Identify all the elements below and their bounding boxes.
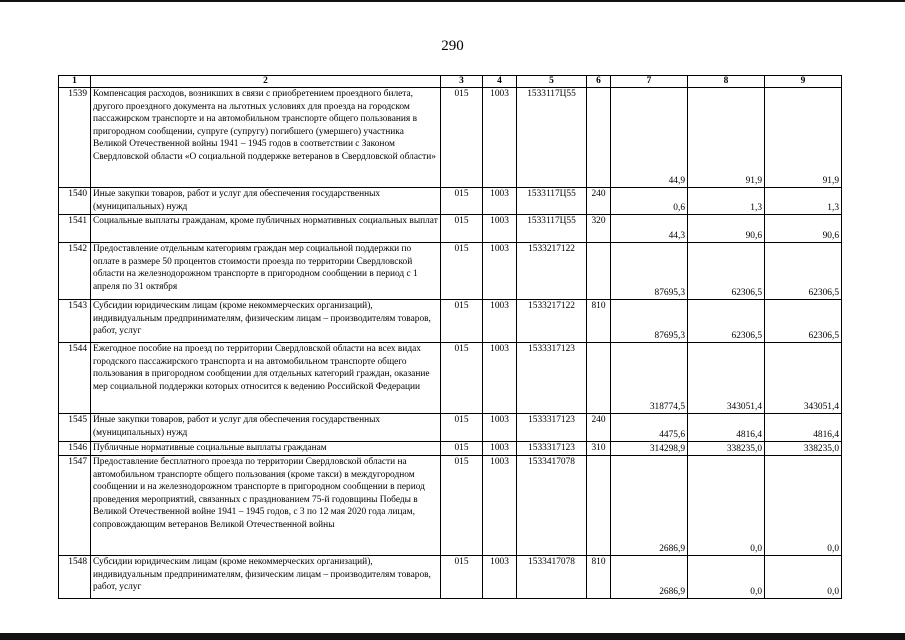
row-description: Иные закупки товаров, работ и услуг для обеспечения государственных (муниципальных) нужд xyxy=(91,414,441,442)
ministry-code: 015 xyxy=(441,88,483,188)
col-header: 9 xyxy=(765,76,842,88)
expense-type-code: 810 xyxy=(587,556,611,599)
row-description: Социальные выплаты гражданам, кроме публичных нормативных социальных выплат xyxy=(91,215,441,243)
col-header: 2 xyxy=(91,76,441,88)
target-code: 1533417078 xyxy=(517,556,587,599)
table-row xyxy=(59,300,842,343)
amount-col-7: 87695,3 xyxy=(611,243,688,300)
ministry-code: 015 xyxy=(441,456,483,556)
col-header: 8 xyxy=(688,76,765,88)
amount-col-8: 90,6 xyxy=(688,215,765,243)
target-code: 1533317123 xyxy=(517,442,587,456)
target-code: 1533317123 xyxy=(517,343,587,414)
amount-col-9: 62306,5 xyxy=(765,243,842,300)
col-header: 3 xyxy=(441,76,483,88)
section-code: 1003 xyxy=(483,556,517,599)
table-row xyxy=(59,343,842,414)
row-id: 1544 xyxy=(59,343,91,414)
table-row xyxy=(59,556,842,599)
amount-col-9: 343051,4 xyxy=(765,343,842,414)
row-id: 1542 xyxy=(59,243,91,300)
amount-col-8: 91,9 xyxy=(688,88,765,188)
amount-col-9: 0,0 xyxy=(765,556,842,599)
section-code: 1003 xyxy=(483,414,517,442)
table-row xyxy=(59,456,842,556)
table-row xyxy=(59,88,842,188)
section-code: 1003 xyxy=(483,456,517,556)
amount-col-7: 0,6 xyxy=(611,188,688,215)
amount-col-8: 4816,4 xyxy=(688,414,765,442)
amount-col-7: 2686,9 xyxy=(611,556,688,599)
amount-col-7: 2686,9 xyxy=(611,456,688,556)
section-code: 1003 xyxy=(483,300,517,343)
ministry-code: 015 xyxy=(441,442,483,456)
target-code: 1533317123 xyxy=(517,414,587,442)
target-code: 1533117Ц55 xyxy=(517,215,587,243)
table-row xyxy=(59,188,842,215)
target-code: 1533117Ц55 xyxy=(517,188,587,215)
table-row xyxy=(59,442,842,456)
row-id: 1543 xyxy=(59,300,91,343)
amount-col-9: 1,3 xyxy=(765,188,842,215)
expense-type-code: 240 xyxy=(587,414,611,442)
section-code: 1003 xyxy=(483,88,517,188)
row-description: Субсидии юридическим лицам (кроме некоммерческих организаций), индивидуальным предпринимателям, физическим лицам – производителям товаров, работ, услуг xyxy=(91,300,441,343)
ministry-code: 015 xyxy=(441,188,483,215)
amount-col-8: 1,3 xyxy=(688,188,765,215)
row-id: 1541 xyxy=(59,215,91,243)
expense-type-code: 310 xyxy=(587,442,611,456)
ministry-code: 015 xyxy=(441,414,483,442)
bottom-frame-edge xyxy=(0,633,905,640)
table-row xyxy=(59,215,842,243)
col-header: 6 xyxy=(587,76,611,88)
target-code: 1533417078 xyxy=(517,456,587,556)
row-description: Публичные нормативные социальные выплаты гражданам xyxy=(91,442,441,456)
row-id: 1548 xyxy=(59,556,91,599)
page-number: 290 xyxy=(441,38,464,54)
row-id: 1540 xyxy=(59,188,91,215)
table-row xyxy=(59,243,842,300)
row-description: Субсидии юридическим лицам (кроме некоммерческих организаций), индивидуальным предпринимателям, физическим лицам – производителям товаров, работ, услуг xyxy=(91,556,441,599)
ministry-code: 015 xyxy=(441,215,483,243)
amount-col-7: 318774,5 xyxy=(611,343,688,414)
amount-col-8: 62306,5 xyxy=(688,243,765,300)
ministry-code: 015 xyxy=(441,243,483,300)
amount-col-7: 44,9 xyxy=(611,88,688,188)
row-description: Компенсация расходов, возникших в связи с приобретением проездного билета, другого проездного документа на льготных условиях для проезда на городском пассажирском транспорте и на автомобильном транспорте общего пользования в пригородном сообщении, супруге (супругу) погибшего (умершего) участника Великой Отечественной войны 1941 – 1945 годов в соответствии с Законом Свердловской области «О социальной поддержке ветеранов в Свердловской области» xyxy=(91,88,441,188)
amount-col-7: 44,3 xyxy=(611,215,688,243)
amount-col-7: 314298,9 xyxy=(611,442,688,456)
section-code: 1003 xyxy=(483,188,517,215)
amount-col-8: 0,0 xyxy=(688,456,765,556)
ministry-code: 015 xyxy=(441,300,483,343)
amount-col-8: 62306,5 xyxy=(688,300,765,343)
section-code: 1003 xyxy=(483,343,517,414)
header-row xyxy=(59,76,842,88)
row-id: 1547 xyxy=(59,456,91,556)
col-header: 4 xyxy=(483,76,517,88)
top-frame-edge xyxy=(0,0,905,2)
row-id: 1539 xyxy=(59,88,91,188)
expense-type-code: 810 xyxy=(587,300,611,343)
row-description: Иные закупки товаров, работ и услуг для обеспечения государственных (муниципальных) нужд xyxy=(91,188,441,215)
row-id: 1546 xyxy=(59,442,91,456)
expense-type-code xyxy=(587,343,611,414)
col-header: 5 xyxy=(517,76,587,88)
section-code: 1003 xyxy=(483,243,517,300)
expense-type-code xyxy=(587,243,611,300)
expense-type-code xyxy=(587,88,611,188)
row-description: Предоставление отдельным категориям граждан мер социальной поддержки по оплате в размере 50 процентов стоимости проезда по территории Свердловской области на железнодорожном транспорте в пригородном сообщении в период с 1 апреля по 31 октября xyxy=(91,243,441,300)
expense-type-code xyxy=(587,456,611,556)
target-code: 1533117Ц55 xyxy=(517,88,587,188)
amount-col-9: 90,6 xyxy=(765,215,842,243)
row-id: 1545 xyxy=(59,414,91,442)
section-code: 1003 xyxy=(483,442,517,456)
col-header: 1 xyxy=(59,76,91,88)
col-header: 7 xyxy=(611,76,688,88)
amount-col-9: 4816,4 xyxy=(765,414,842,442)
amount-col-8: 0,0 xyxy=(688,556,765,599)
row-description: Ежегодное пособие на проезд по территории Свердловской области на всех видах городского пассажирского транспорта и на автомобильном транспорте общего пользования в пригородном сообщении для отдельных категорий граждан, оказание мер социальной поддержки которых относится к ведению Российской Федерации xyxy=(91,343,441,414)
table-row xyxy=(59,414,842,442)
amount-col-9: 338235,0 xyxy=(765,442,842,456)
target-code: 1533217122 xyxy=(517,300,587,343)
ministry-code: 015 xyxy=(441,556,483,599)
amount-col-8: 338235,0 xyxy=(688,442,765,456)
section-code: 1003 xyxy=(483,215,517,243)
amount-col-9: 0,0 xyxy=(765,456,842,556)
amount-col-9: 62306,5 xyxy=(765,300,842,343)
target-code: 1533217122 xyxy=(517,243,587,300)
ministry-code: 015 xyxy=(441,343,483,414)
budget-table xyxy=(58,75,842,599)
amount-col-7: 87695,3 xyxy=(611,300,688,343)
amount-col-9: 91,9 xyxy=(765,88,842,188)
expense-type-code: 240 xyxy=(587,188,611,215)
expense-type-code: 320 xyxy=(587,215,611,243)
amount-col-8: 343051,4 xyxy=(688,343,765,414)
amount-col-7: 4475,6 xyxy=(611,414,688,442)
row-description: Предоставление бесплатного проезда по территории Свердловской области на автомобильном транспорте общего пользования (кроме такси) в междугородном сообщении и на железнодорожном транспорте в пригородном сообщении в период проведения мероприятий, связанных с празднованием 75-й годовщины Победы в Великой Отечественной войне 1941 – 1945 годов, с 3 по 12 мая 2020 года лицам, сопровождающим ветеранов Великой Отечественной войны xyxy=(91,456,441,556)
